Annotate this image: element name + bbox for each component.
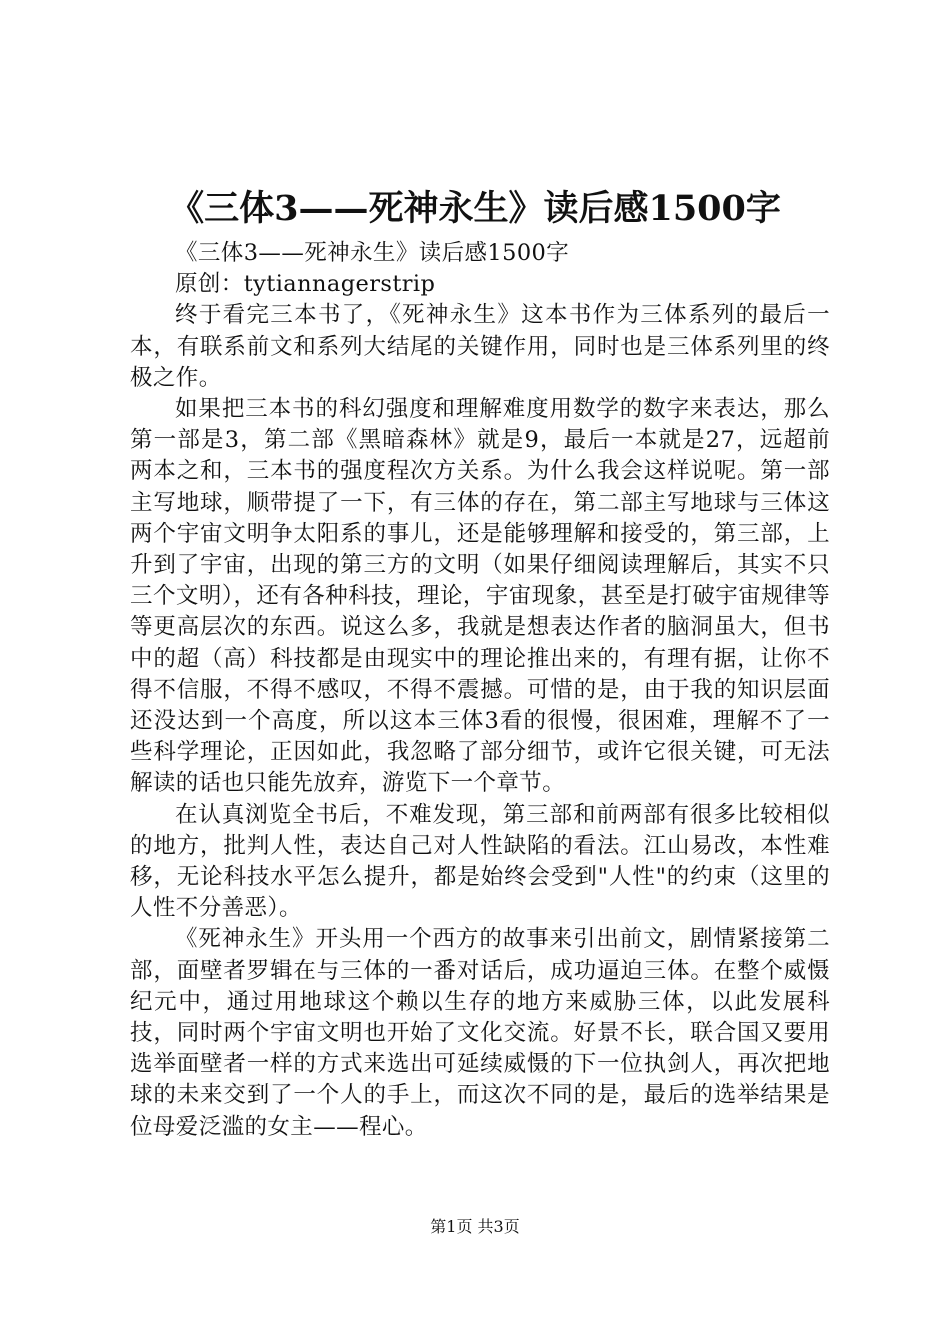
document-title: 《三体3——死神永生》读后感1500字 — [169, 188, 781, 229]
author-line: 原创：tytiannagerstrip — [175, 271, 436, 298]
paragraph-comparison: 如果把三本书的科幻强度和理解难度用数学的数字来表达，那么第一部是3，第二部《黑暗森林》就是9，最后一本就是27，远超前两本之和，三本书的强度程次方关系。为什么我会这样说呢。第一部主写地球，顺带提了一下，有三体的存在，第二部主写地球与三体这两个宇宙文明争太阳系的事儿，还是能够理解和接受的，第三部，上升到了宇宙，出现的第三方的文明（如果仔细阅读理解后，其实不只三个文明），还有各种科技，理论，宇宙现象，甚至是打破宇宙规律等等更高层次的东西。说这么多，我就是想表达作者的脑洞虽大，但书中的超（高）科技都是由现实中的理论推出来的，有理有据，让你不得不信服，不得不感叹，不得不震撼。可惜的是，由于我的知识层面还没达到一个高度，所以这本三体3看的很慢，很困难，理解不了一些科学理论，正因如此，我忽略了部分细节，或许它很关键，可无法解读的话也只能先放弃，游览下一个章节。 — [130, 396, 830, 797]
paragraph-humanity: 在认真浏览全书后，不难发现，第三部和前两部有很多比较相似的地方，批判人性，表达自己对人性缺陷的看法。江山易改，本性难移，无论科技水平怎么提升，都是始终会受到"人性"的约束（这里的人性不分善恶）。 — [130, 801, 830, 922]
subtitle-line: 《三体3——死神永生》读后感1500字 — [175, 240, 570, 266]
document-body — [130, 238, 830, 1143]
paragraph-plot: 《死神永生》开头用一个西方的故事来引出前文，剧情紧接第二部，面壁者罗辑在与三体的一番对话后，成功逼迫三体。在整个威慑纪元中，通过用地球这个赖以生存的地方来威胁三体，以此发展科技，同时两个宇宙文明也开始了文化交流。好景不长，联合国又要用选举面壁者一样的方式来选出可延续威慑的下一位执剑人，再次把地球的未来交到了一个人的手上，而这次不同的是，最后的选举结果是位母爱泛滥的女主——程心。 — [130, 926, 830, 1140]
paragraph-intro: 终于看完三本书了，《死神永生》这本书作为三体系列的最后一本，有联系前文和系列大结尾的关键作用，同时也是三体系列里的终极之作。 — [130, 302, 830, 391]
page-footer: 第1页 共3页 — [430, 1217, 520, 1236]
